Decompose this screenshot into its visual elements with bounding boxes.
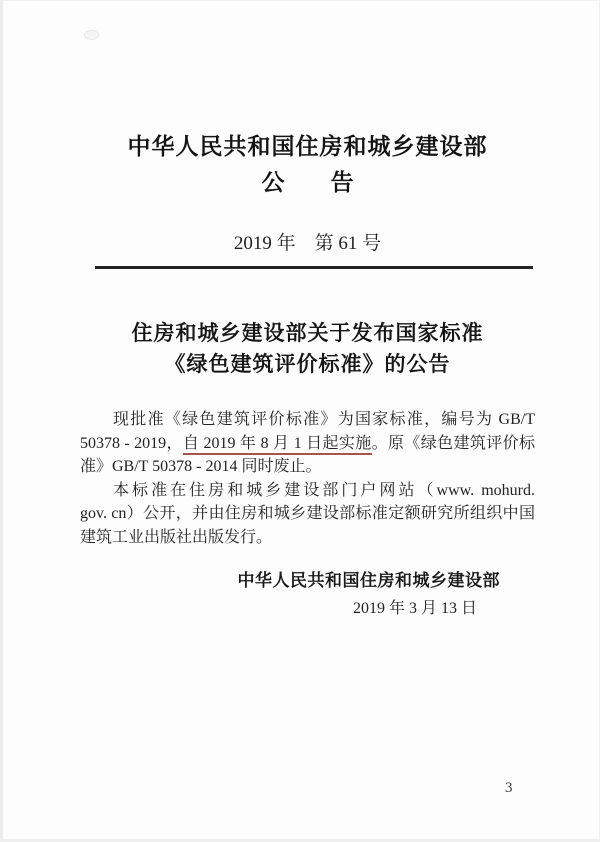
header-issue-number: 2019 年 第 61 号 — [233, 233, 382, 254]
implementation-date-underlined: 自 2019 年 8 月 1 日起实施 — [183, 435, 372, 455]
para1-line3: 准》GB/T 50378 - 2014 同时废止。 — [80, 458, 322, 475]
para1-line2 — [80, 432, 535, 456]
header-ministry-title: 中华人民共和国住房和城乡建设部 — [127, 134, 488, 159]
page-number: 3 — [505, 780, 513, 796]
para1-line2-pre: 50378 - 2019， — [80, 434, 183, 452]
para1-line2-post: 。原《绿色建筑评价标 — [371, 434, 535, 452]
para2-line2: gov. cn）公开，并由住房和城乡建设部标准定额研究所组织中国 — [80, 505, 535, 522]
para1-line1: 现批准《绿色建筑评价标准》为国家标准，编号为 GB/T — [113, 411, 535, 428]
document-content — [80, 0, 535, 621]
body-text — [80, 408, 535, 549]
notice-title-line1: 住房和城乡建设部关于发布国家标准 — [131, 321, 484, 345]
header-announcement-title: 公 告 — [261, 170, 354, 195]
scan-edge-left — [0, 0, 3, 842]
para2-line1: 本标准在住房和城乡建设部门户网站（www. mohurd. — [113, 481, 535, 499]
issuer-signature: 中华人民共和国住房和城乡建设部 — [237, 571, 500, 590]
notice-title-line2: 《绿色建筑评价标准》的公告 — [164, 352, 451, 376]
para2-line3: 建筑工业出版社出版发行。 — [80, 528, 273, 546]
issue-date: 2019 年 3 月 13 日 — [352, 600, 477, 617]
divider-rule — [95, 266, 533, 269]
